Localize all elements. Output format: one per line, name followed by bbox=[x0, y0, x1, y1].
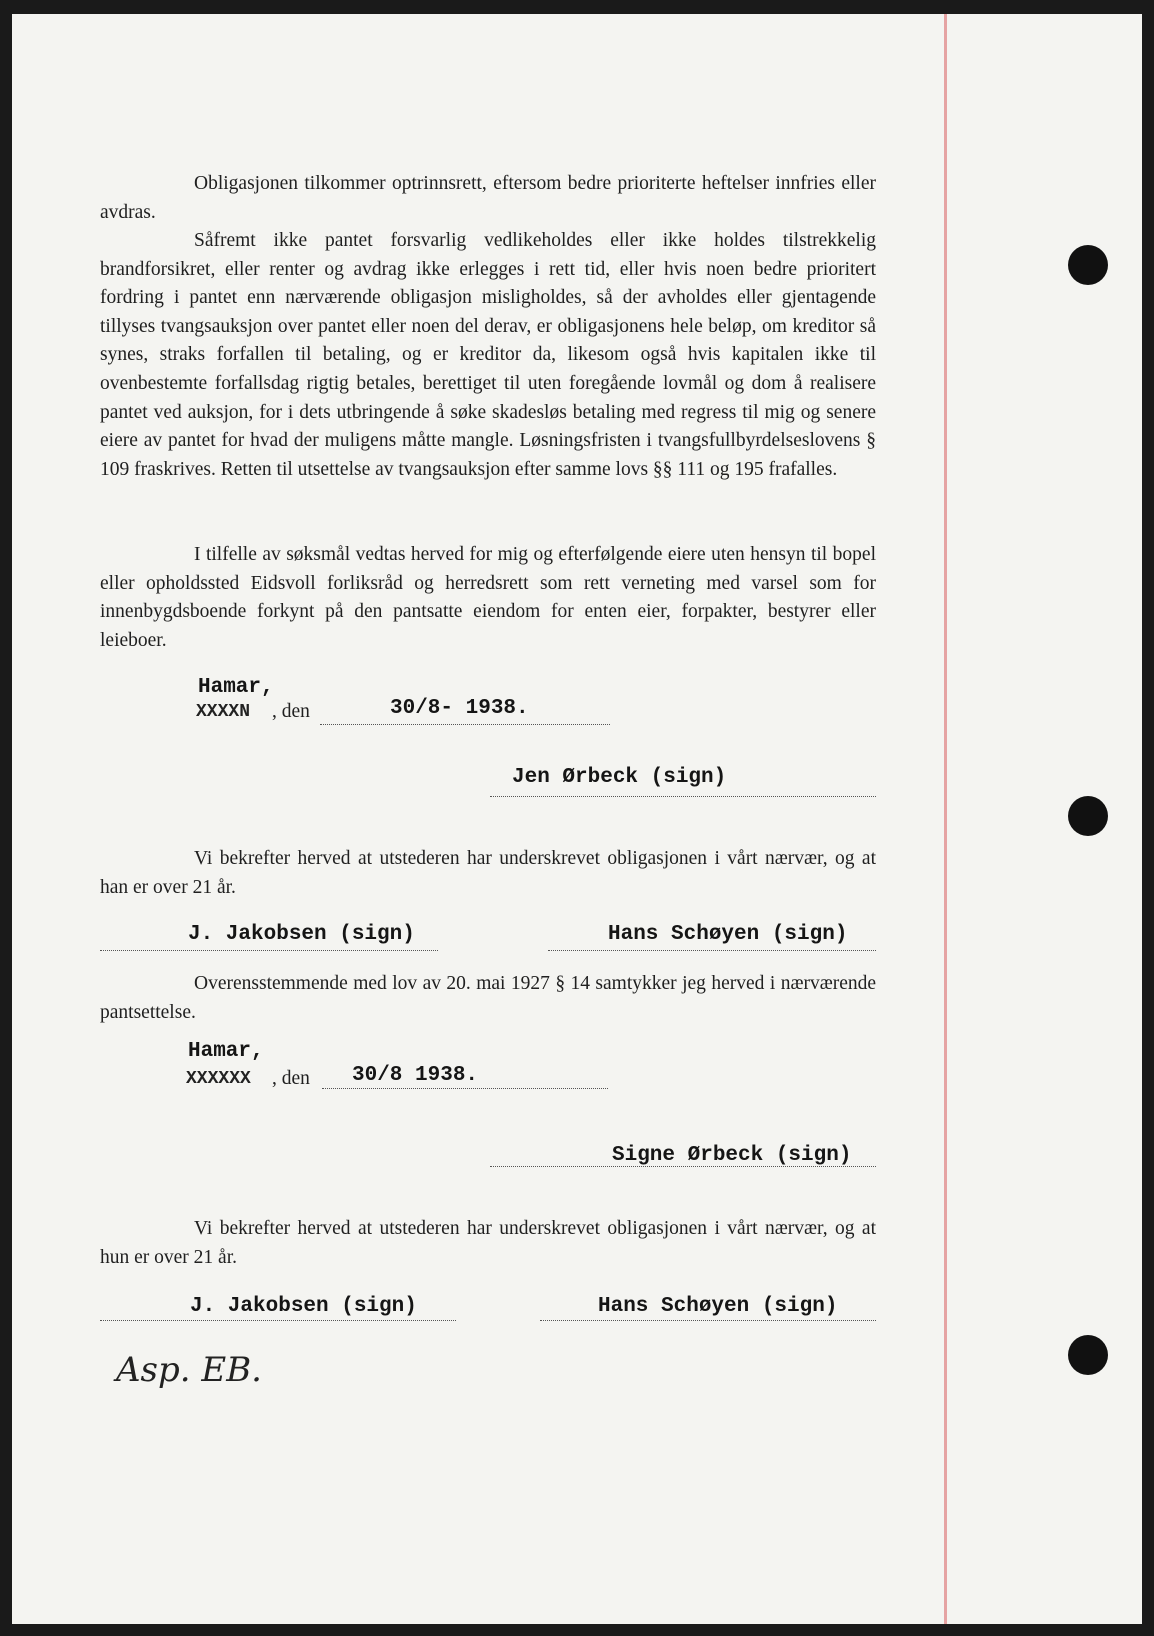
witness-left: J. Jakobsen (sign) bbox=[190, 1295, 417, 1318]
witness-left: J. Jakobsen (sign) bbox=[188, 923, 415, 946]
witness-dotted-line bbox=[540, 1320, 876, 1321]
den-label: , den bbox=[272, 1068, 310, 1089]
typed-date: 30/8 1938. bbox=[352, 1064, 479, 1087]
spouse-signature: Signe Ørbeck (sign) bbox=[612, 1144, 852, 1167]
den-label: , den bbox=[272, 701, 310, 722]
punch-hole bbox=[1068, 1335, 1108, 1375]
paragraph-verneting: I tilfelle av søksmål vedtas herved for mig og efterfølgende eiere uten hensyn til bopel eller opholdssted Eidsvoll forliksråd og herredsrett som rett verneting med varsel som for innenbygdsboende forkynt på den pantsatte eiendom for enten eier, forpakter, bestyrer eller leieboer. bbox=[100, 544, 876, 651]
date-dotted-line bbox=[320, 724, 610, 725]
witness-dotted-line bbox=[548, 950, 876, 951]
typed-date: 30/8- 1938. bbox=[390, 697, 529, 720]
margin-rule bbox=[944, 14, 947, 1624]
signature-dotted-line bbox=[490, 1166, 876, 1167]
typed-place: Hamar, bbox=[198, 676, 274, 699]
struck-place: XXXXN bbox=[196, 702, 251, 722]
typed-place: Hamar, bbox=[188, 1040, 264, 1063]
witness-dotted-line bbox=[100, 950, 438, 951]
witness-right: Hans Schøyen (sign) bbox=[598, 1295, 838, 1318]
witness-right: Hans Schøyen (sign) bbox=[608, 923, 848, 946]
issuer-signature: Jen Ørbeck (sign) bbox=[512, 766, 727, 789]
witness-statement: Vi bekrefter herved at utstederen har underskrevet obligasjonen i vårt nærvær, og at han er over 21 år. bbox=[100, 848, 876, 898]
signature-dotted-line bbox=[490, 796, 876, 797]
punch-hole bbox=[1068, 796, 1108, 836]
struck-place: XXXXXX bbox=[186, 1069, 251, 1089]
consent-statement: Overensstemmende med lov av 20. mai 1927 § 14 samtykker jeg herved i nærværende pantsettelse. bbox=[100, 973, 876, 1023]
handwritten-note: Asp. EB. bbox=[116, 1350, 262, 1390]
paragraph-optrinnsrett: Obligasjonen tilkommer optrinnsrett, eftersom bedre prioriterte heftelser innfries eller avdras. bbox=[100, 173, 876, 223]
witness-statement: Vi bekrefter herved at utstederen har underskrevet obligasjonen i vårt nærvær, og at hun er over 21 år. bbox=[100, 1218, 876, 1268]
date-dotted-line bbox=[322, 1088, 608, 1089]
witness-dotted-line bbox=[100, 1320, 456, 1321]
paragraph-mislighold: Såfremt ikke pantet forsvarlig vedlikeholdes eller ikke holdes tilstrekkelig brandforsikret, eller renter og avdrag ikke erlegges i rett tid, eller hvis noen bedre prioritert fordring i pantet enn nærværende obligasjon misligholdes, så der avholdes eller gjentagende tillyses tvangsauksjon over pantet eller noen del derav, er obligasjonens hele beløp, om kreditor så synes, straks forfallen til betaling, og er kreditor da, likesom også hvis kapitalen ikke til ovenbestemte forfallsdag rigtig betales, berettiget til uten foregående lovmål og dom å realisere pantet ved auksjon, for i dets utbringende å søke skadesløs betaling med regress til mig og senere eiere av pantet for hvad der muligens måtte mangle. Løsningsfristen i tvangsfullbyrdelseslovens § 109 fraskrives. Retten til utsettelse av tvangsauksjon efter samme lovs §§ 111 og 195 frafalles. bbox=[100, 230, 876, 480]
punch-hole bbox=[1068, 245, 1108, 285]
